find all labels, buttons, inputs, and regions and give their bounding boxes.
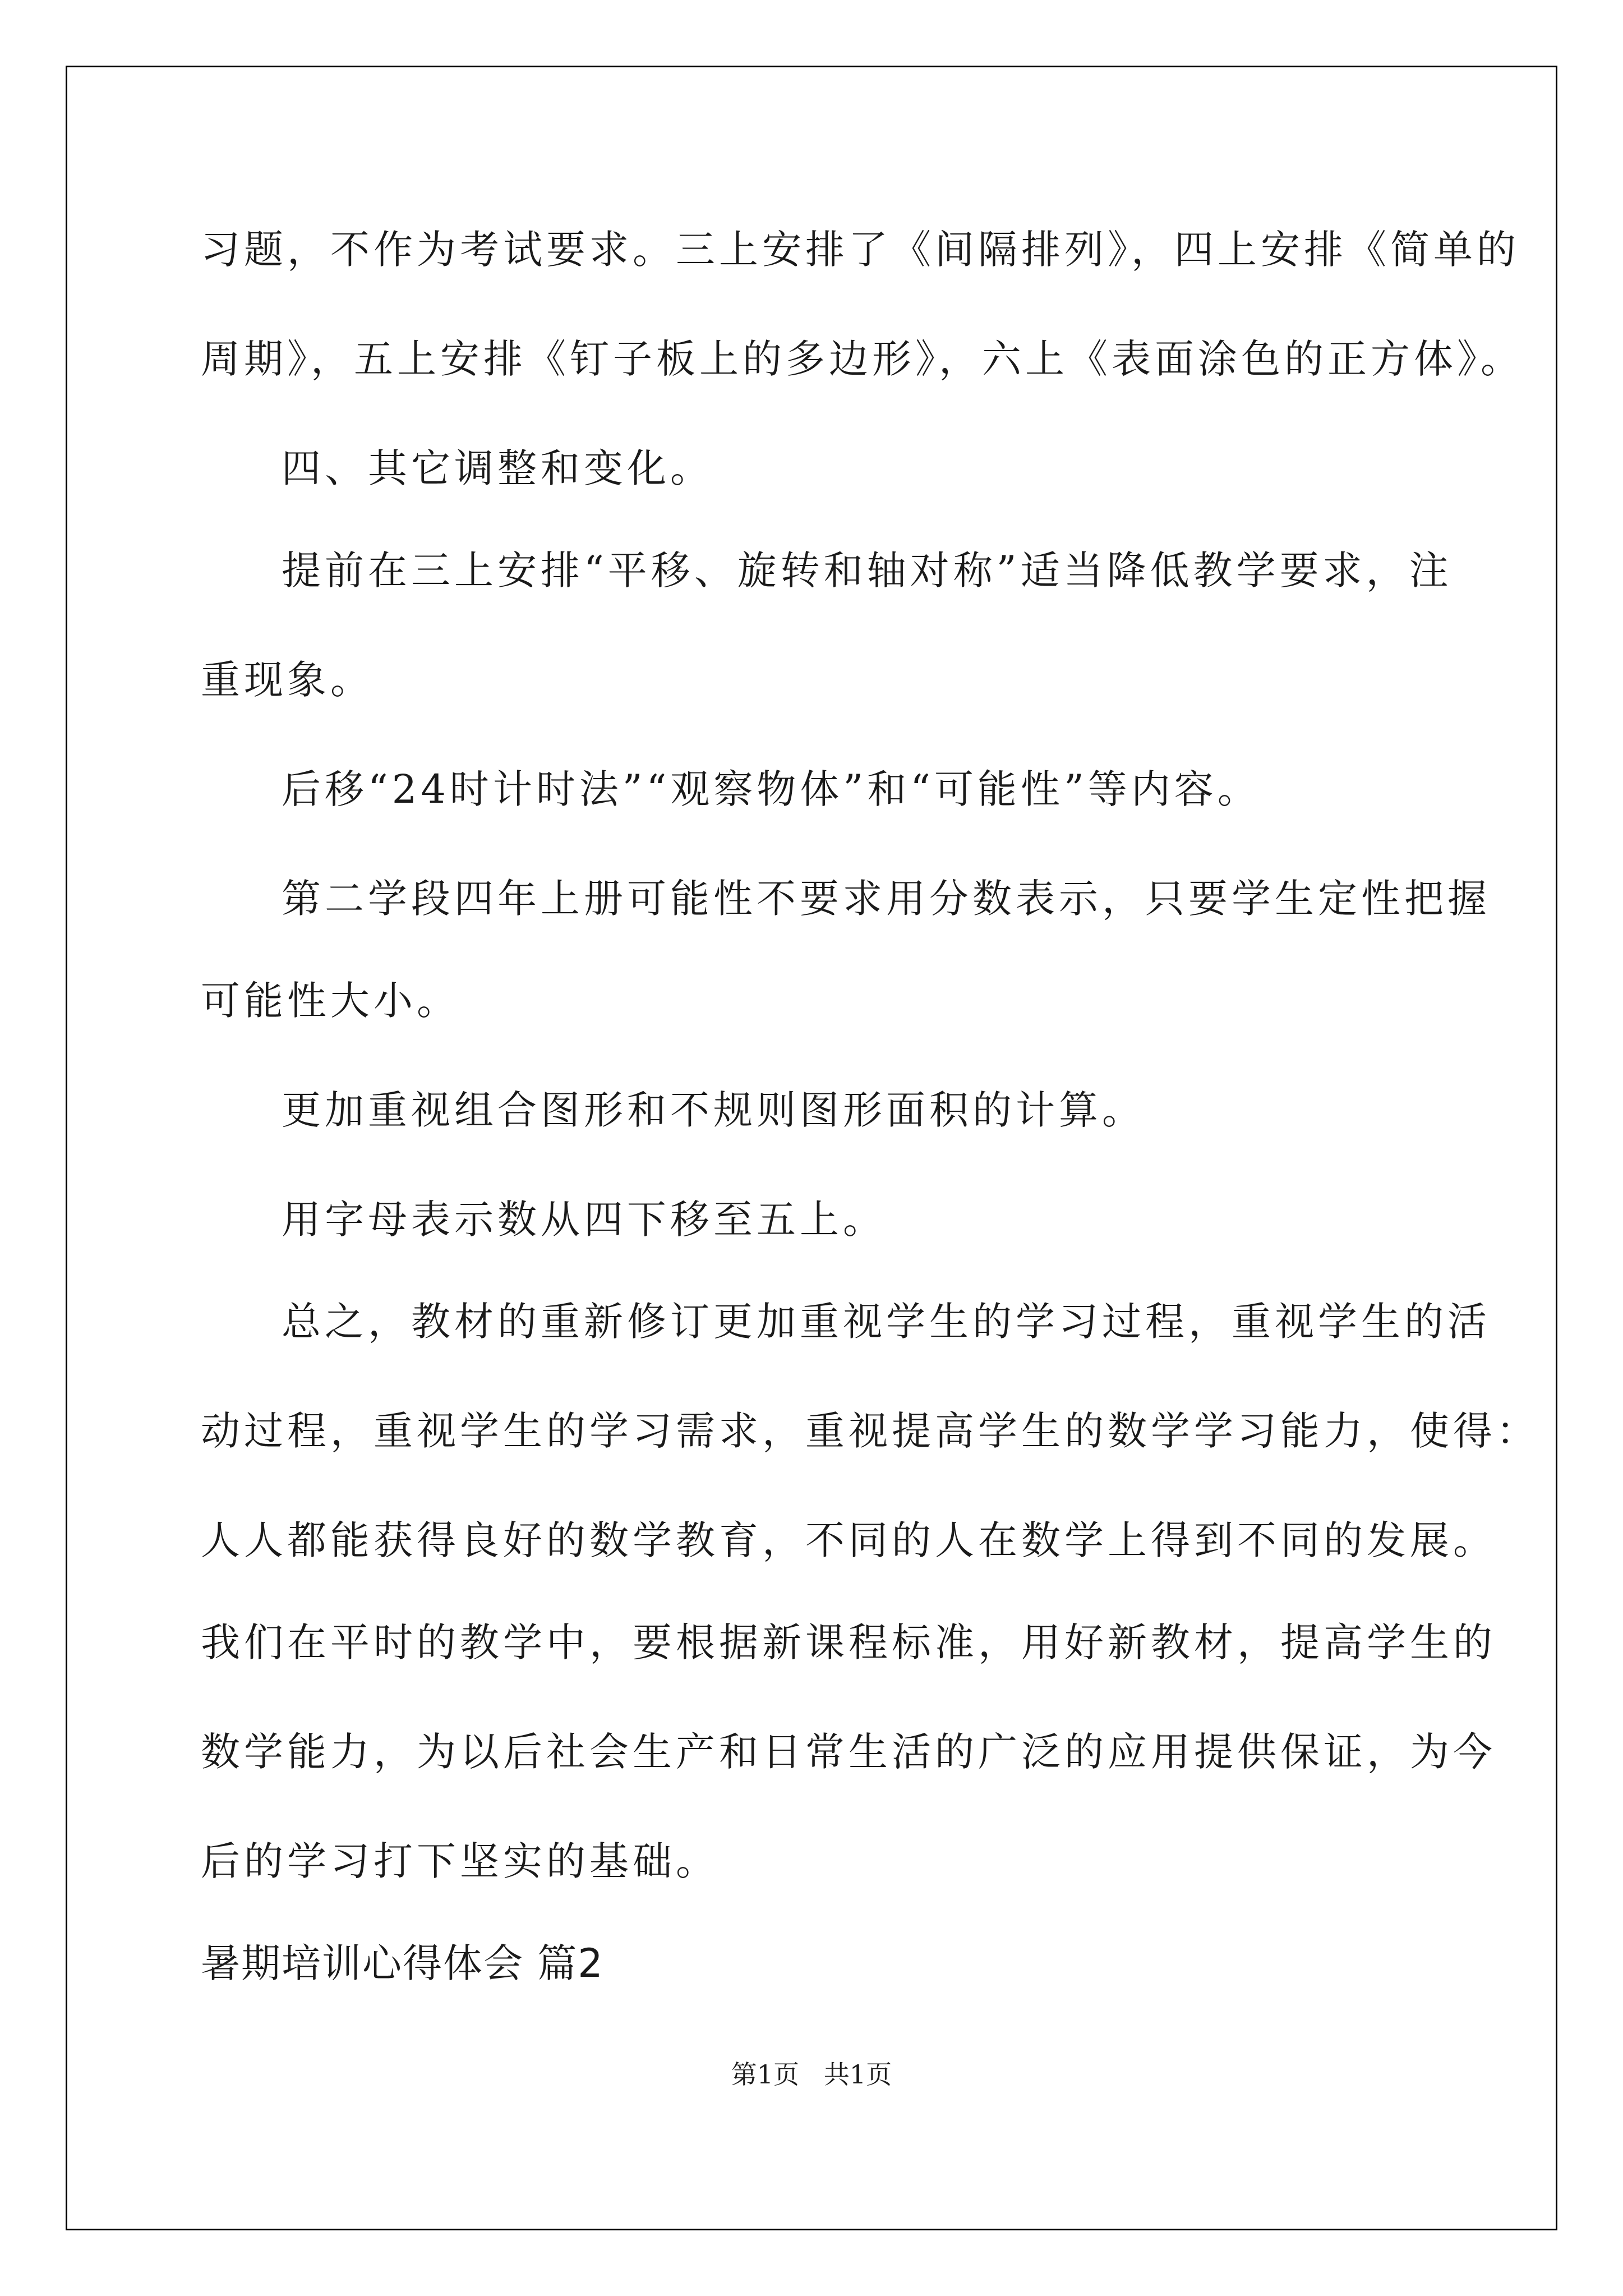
text-line: 习题，不作为考试要求。三上安排了《间隔排列》，四上安排《简单的 [201,227,1520,273]
text-line: 我们在平时的教学中，要根据新课程标准，用好新教材，提高学生的 [201,1619,1496,1665]
text-line: 重现象。 [201,657,374,703]
section-heading: 暑期培训心得体会 篇2 [201,1940,604,1986]
text-line: 第二学段四年上册可能性不要求用分数表示，只要学生定性把握 [282,876,1491,922]
text-line: 可能性大小。 [201,978,460,1024]
page-footer: 第1页 共1页 [731,2059,892,2090]
text-line: 数学能力，为以后社会生产和日常生活的广泛的应用提供保证，为今 [201,1729,1496,1775]
text-line: 人人都能获得良好的数学教育，不同的人在数学上得到不同的发展。 [201,1517,1496,1563]
paragraph-heading: 四、其它调整和变化。 [282,445,713,491]
text-line: 更加重视组合图形和不规则图形面积的计算。 [282,1087,1145,1133]
text-line: 后移“24时计时法”“观察物体”和“可能性”等内容。 [282,766,1261,812]
text-line: 周期》，五上安排《钉子板上的多边形》，六上《表面涂色的正方体》。 [201,336,1524,382]
text-line: 动过程，重视学生的学习需求，重视提高学生的数学学习能力，使得： [201,1408,1539,1454]
text-line: 后的学习打下坚实的基础。 [201,1838,719,1884]
text-line: 提前在三上安排“平移、旋转和轴对称”适当降低教学要求，注 [282,547,1453,593]
text-line: 用字母表示数从四下移至五上。 [282,1197,886,1243]
page-border [66,66,1557,2230]
text-line: 总之，教材的重新修订更加重视学生的学习过程，重视学生的活 [282,1299,1491,1345]
